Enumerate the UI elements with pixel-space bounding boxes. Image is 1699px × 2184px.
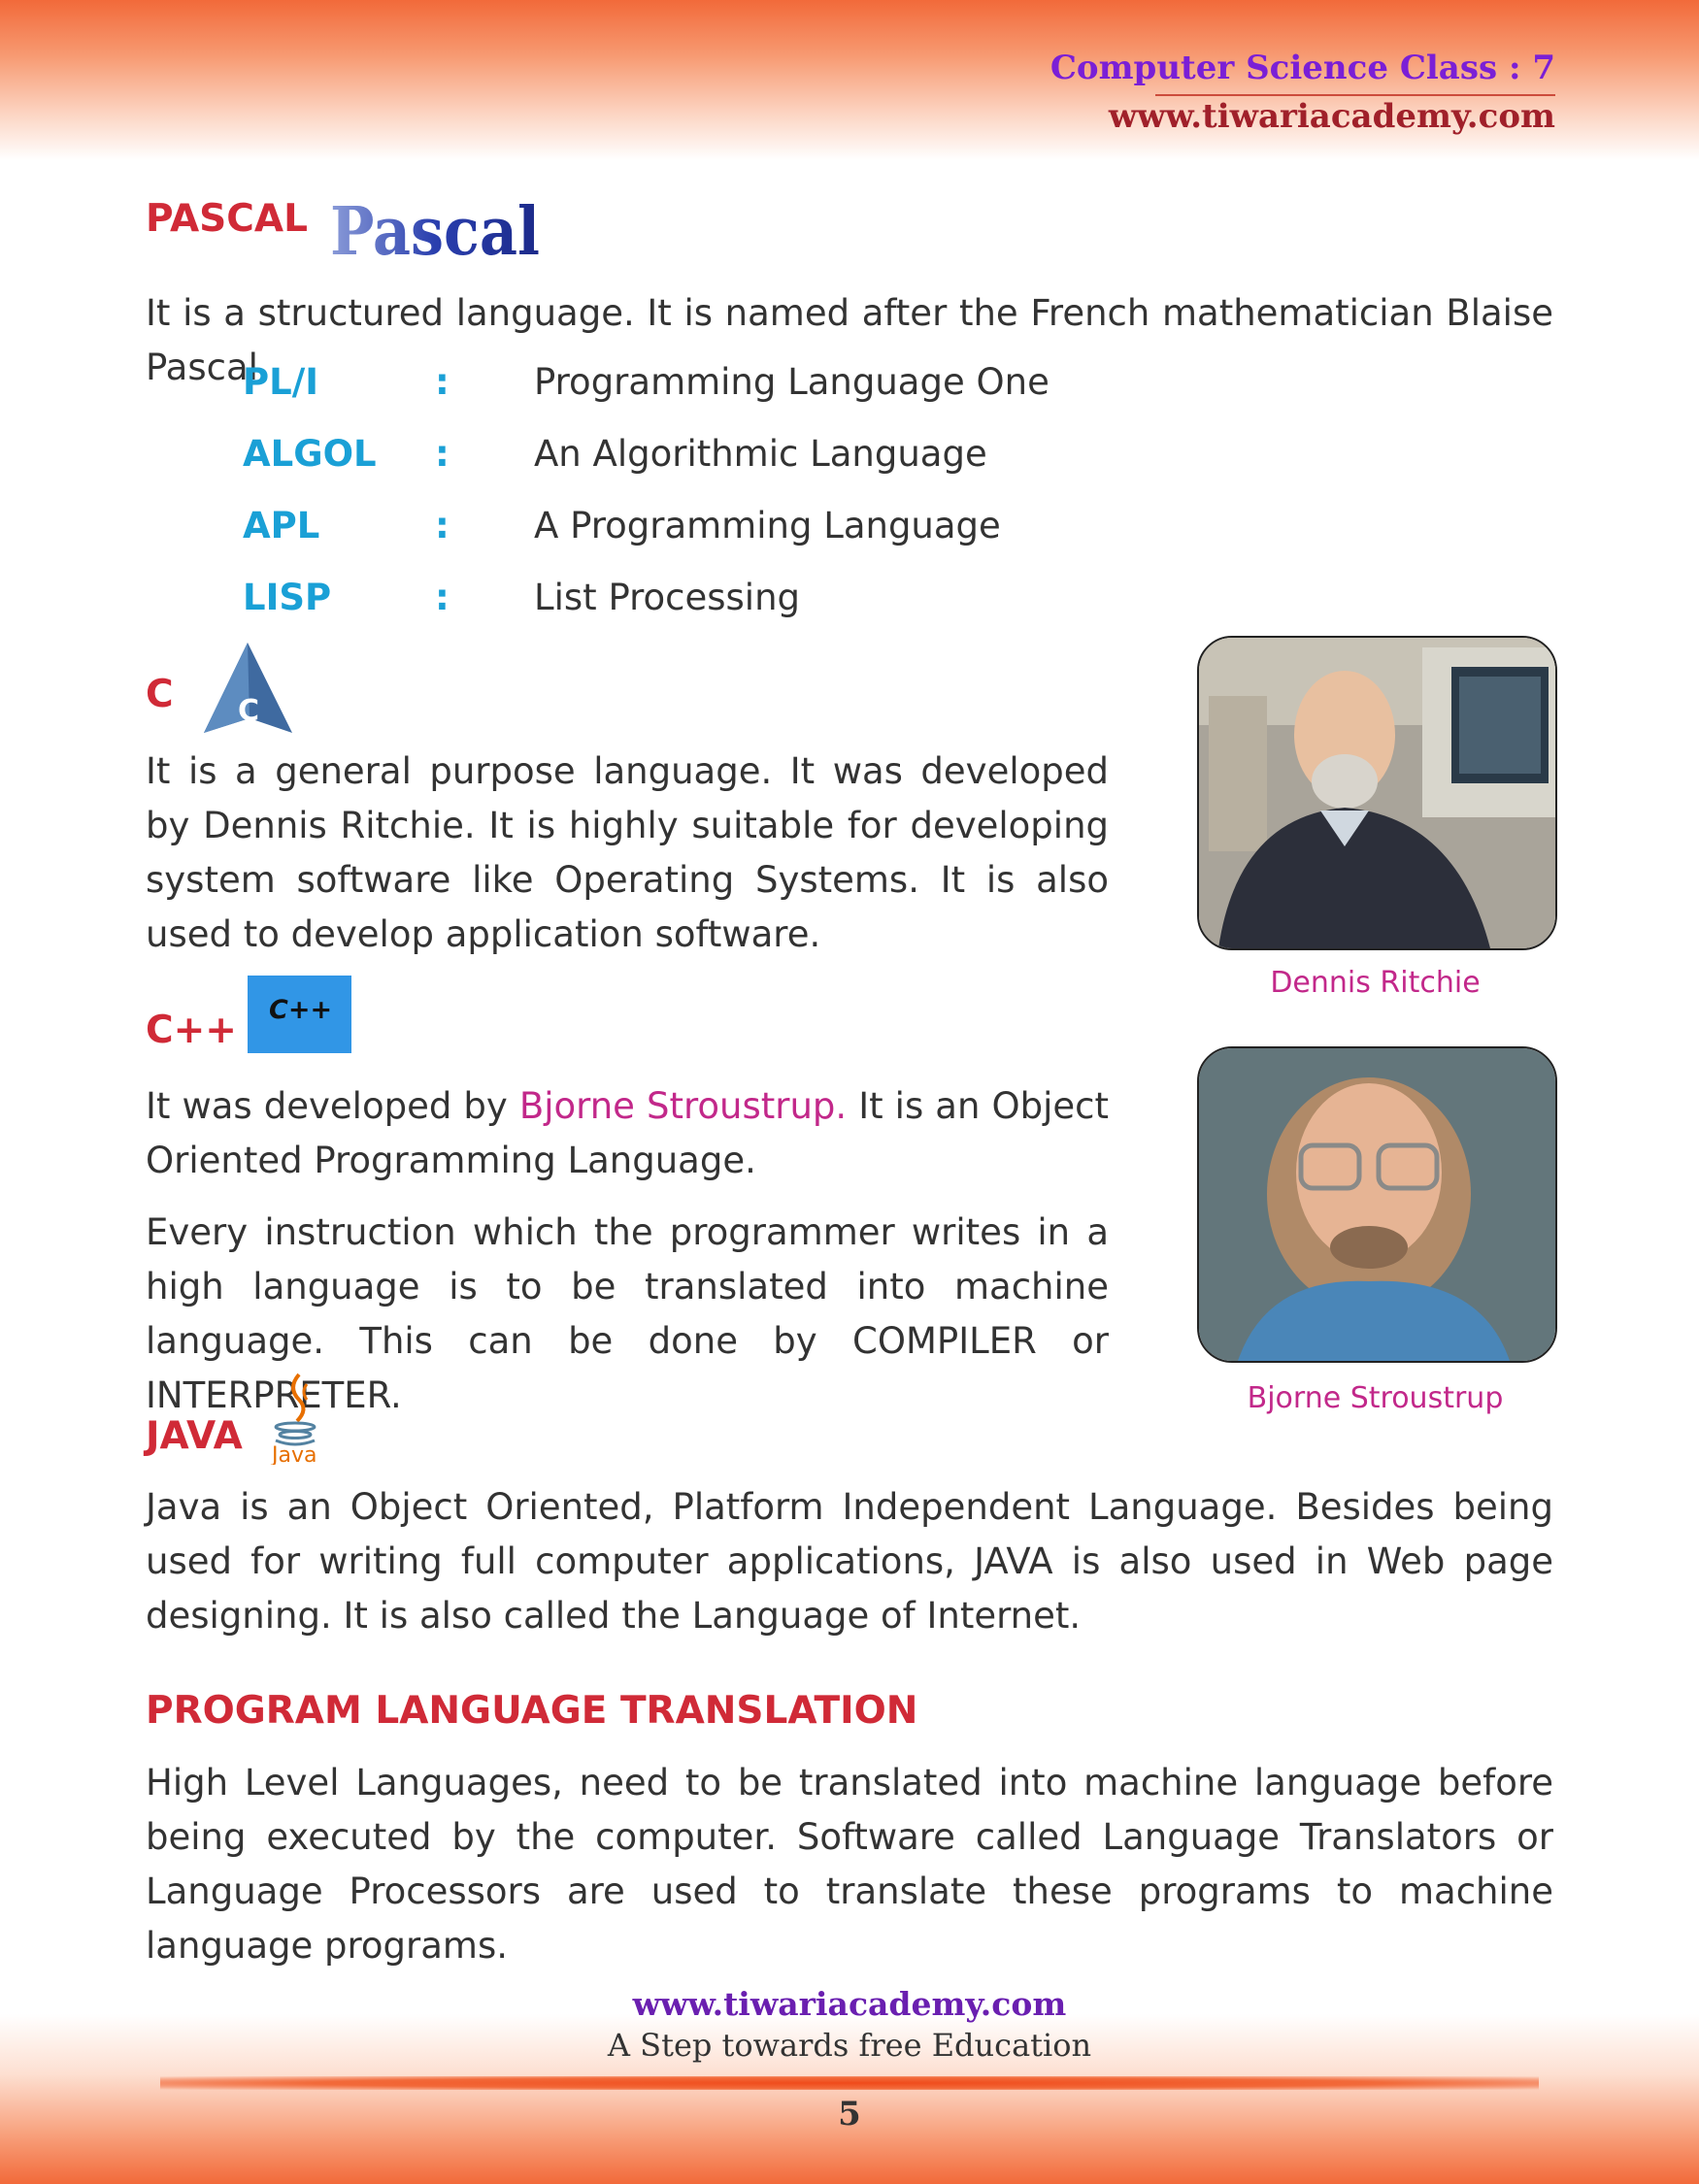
cpp-desc-suffix: It is an Object Oriented Programming Language. <box>146 1085 1109 1181</box>
java-logo <box>262 1371 330 1465</box>
stroustrup-caption: Bjorne Stroustrup <box>1247 1381 1504 1415</box>
c-logo-text: C <box>238 694 260 728</box>
java-description: Java is an Object Oriented, Platform Independent Language. Besides being used for writing full computer applications, JAVA is also used in Web page designing. It is also called the Language of Internet. <box>146 1486 1553 1637</box>
translation-heading: PROGRAM LANGUAGE TRANSLATION <box>146 1689 918 1733</box>
footer-divider <box>160 2076 1539 2090</box>
footer-url: www.tiwariacademy.com <box>632 1985 1067 2023</box>
language-description: Programming Language One <box>534 361 1049 403</box>
footer-tagline: A Step towards free Education <box>607 2027 1092 2064</box>
header-url: www.tiwariacademy.com <box>1108 97 1555 136</box>
pascal-logo <box>328 194 544 264</box>
pascal-description: It is a structured language. It is named after the French mathematician Blaise Pascal. <box>146 292 1553 388</box>
language-term: PL/I <box>243 361 318 403</box>
c-heading: C <box>146 673 174 716</box>
header-title: Computer Science Class : 7 <box>1049 49 1555 87</box>
definition-colon: : <box>435 505 450 546</box>
definition-colon: : <box>435 433 450 475</box>
cpp-description <box>146 1079 1109 1188</box>
c-logo <box>199 641 296 736</box>
cpp-heading: C++ <box>146 1009 237 1052</box>
java-heading: JAVA <box>146 1414 243 1458</box>
cpp-logo <box>248 976 351 1053</box>
bjorne-stroustrup-photo <box>1197 1046 1557 1363</box>
language-term: ALGOL <box>243 433 377 475</box>
language-description: List Processing <box>534 577 801 618</box>
ritchie-caption: Dennis Ritchie <box>1270 966 1481 1000</box>
cpp-logo-text: C++ <box>269 995 333 1025</box>
translation-description: High Level Languages, need to be translated into machine language before being executed by the computer. Software called Language Translators or Language Processors are used to translate these programs to machine language programs. <box>146 1762 1553 1967</box>
definition-colon: : <box>435 577 450 618</box>
cpp-desc-prefix: It was developed by <box>146 1085 519 1127</box>
language-description: An Algorithmic Language <box>534 433 987 475</box>
page-number: 5 <box>838 2095 861 2134</box>
language-description: A Programming Language <box>534 505 1001 546</box>
language-term: LISP <box>243 577 332 618</box>
c-description: It is a general purpose language. It was developed by Dennis Ritchie. It is highly suitable for developing system software like Operating Systems. It is also used to develop application software. <box>146 750 1109 955</box>
pascal-heading: PASCAL <box>146 197 308 241</box>
language-term: APL <box>243 505 320 546</box>
pascal-logo-text: Pascal <box>330 194 540 264</box>
definition-colon: : <box>435 361 450 403</box>
stroustrup-name: Bjorne Stroustrup. <box>518 1085 848 1127</box>
java-logo-text: Java <box>272 1443 317 1465</box>
translation-intro: Every instruction which the programmer writes in a high language is to be translated into machine language. This can be done by COMPILER or INTERPRETER. <box>146 1211 1109 1416</box>
header-divider <box>1155 94 1555 96</box>
dennis-ritchie-photo <box>1197 636 1557 950</box>
